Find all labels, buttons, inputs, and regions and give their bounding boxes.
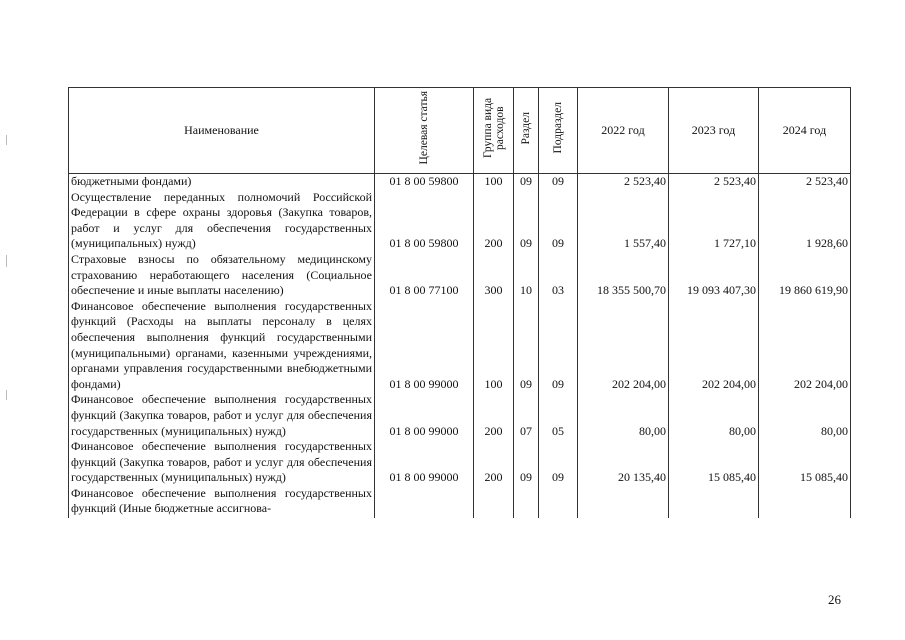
row-2023: 202 204,00	[669, 299, 759, 393]
table-row	[69, 174, 851, 190]
row-target: 01 8 00 99000	[375, 392, 474, 439]
row-2023: 2 523,40	[669, 174, 759, 190]
row-2022	[578, 486, 669, 518]
row-section: 07	[514, 392, 539, 439]
row-target	[375, 486, 474, 518]
row-2022: 20 135,40	[578, 439, 669, 486]
header-year-2022: 2022 год	[578, 88, 669, 174]
header-year-2023: 2023 год	[669, 88, 759, 174]
row-section: 09	[514, 190, 539, 252]
row-section: 10	[514, 252, 539, 299]
row-2024: 2 523,40	[759, 174, 851, 190]
row-2023: 1 727,10	[669, 190, 759, 252]
table-header-row	[69, 88, 851, 174]
row-section: 09	[514, 174, 539, 190]
row-2023: 19 093 407,30	[669, 252, 759, 299]
row-group: 100	[474, 299, 514, 393]
table-row	[69, 299, 851, 393]
row-name: Осуществление переданных полномочий Российской Федерации в сфере охраны здоровья (Закупка товаров, работ и услуг для обеспечения государственных (муниципальных) нужд)	[69, 190, 375, 252]
row-section: 09	[514, 439, 539, 486]
row-section: 09	[514, 299, 539, 393]
table-row	[69, 252, 851, 299]
row-subsection: 09	[539, 299, 578, 393]
row-subsection: 09	[539, 190, 578, 252]
table-row	[69, 486, 851, 518]
row-target: 01 8 00 59800	[375, 190, 474, 252]
table-row	[69, 392, 851, 439]
table-row	[69, 190, 851, 252]
header-subsection: Подраздел	[539, 88, 578, 174]
row-2023: 15 085,40	[669, 439, 759, 486]
row-subsection: 03	[539, 252, 578, 299]
header-year-2024: 2024 год	[759, 88, 851, 174]
row-name: Финансовое обеспечение выполнения государственных функций (Закупка товаров, работ и услуг для обеспечения государственных (муниципальных) нужд)	[69, 392, 375, 439]
row-subsection	[539, 486, 578, 518]
row-2022: 80,00	[578, 392, 669, 439]
row-subsection: 05	[539, 392, 578, 439]
row-2024	[759, 486, 851, 518]
row-group: 200	[474, 439, 514, 486]
row-name: бюджетными фондами)	[69, 174, 375, 190]
row-2023: 80,00	[669, 392, 759, 439]
row-name: Страховые взносы по обязательному медицинскому страхованию неработающего населения (Социальное обеспечение и иные выплаты населению)	[69, 252, 375, 299]
row-group: 200	[474, 392, 514, 439]
row-2024: 1 928,60	[759, 190, 851, 252]
scan-margin-mark	[6, 255, 7, 267]
row-group	[474, 486, 514, 518]
row-name: Финансовое обеспечение выполнения государственных функций (Закупка товаров, работ и услуг для обеспечения государственных (муниципальных) нужд)	[69, 439, 375, 486]
header-target: Целевая статья	[375, 88, 474, 174]
row-group: 300	[474, 252, 514, 299]
header-name: Наименование	[69, 88, 375, 174]
page-number: 26	[828, 592, 841, 607]
row-target: 01 8 00 99000	[375, 299, 474, 393]
row-2024: 19 860 619,90	[759, 252, 851, 299]
row-2024: 15 085,40	[759, 439, 851, 486]
scan-margin-mark	[6, 135, 7, 145]
header-section: Раздел	[514, 88, 539, 174]
row-2024: 80,00	[759, 392, 851, 439]
row-name: Финансовое обеспечение выполнения государственных функций (Иные бюджетные ассигнова-	[69, 486, 375, 518]
row-2022: 202 204,00	[578, 299, 669, 393]
row-target: 01 8 00 59800	[375, 174, 474, 190]
row-target: 01 8 00 77100	[375, 252, 474, 299]
row-subsection: 09	[539, 174, 578, 190]
row-2023	[669, 486, 759, 518]
budget-table	[68, 87, 851, 518]
row-group: 200	[474, 190, 514, 252]
row-2022: 18 355 500,70	[578, 252, 669, 299]
table-row	[69, 439, 851, 486]
row-target: 01 8 00 99000	[375, 439, 474, 486]
row-group: 100	[474, 174, 514, 190]
header-group: Группа вида расходов	[474, 88, 514, 174]
row-subsection: 09	[539, 439, 578, 486]
row-2024: 202 204,00	[759, 299, 851, 393]
scan-margin-mark	[6, 390, 7, 400]
row-section	[514, 486, 539, 518]
row-2022: 2 523,40	[578, 174, 669, 190]
row-2022: 1 557,40	[578, 190, 669, 252]
row-name: Финансовое обеспечение выполнения государственных функций (Расходы на выплаты персоналу в целях обеспечения выполнения функций государственными (муниципальными) органами, казенными учреждениями, органами управления государственными внебюджетными фондами)	[69, 299, 375, 393]
